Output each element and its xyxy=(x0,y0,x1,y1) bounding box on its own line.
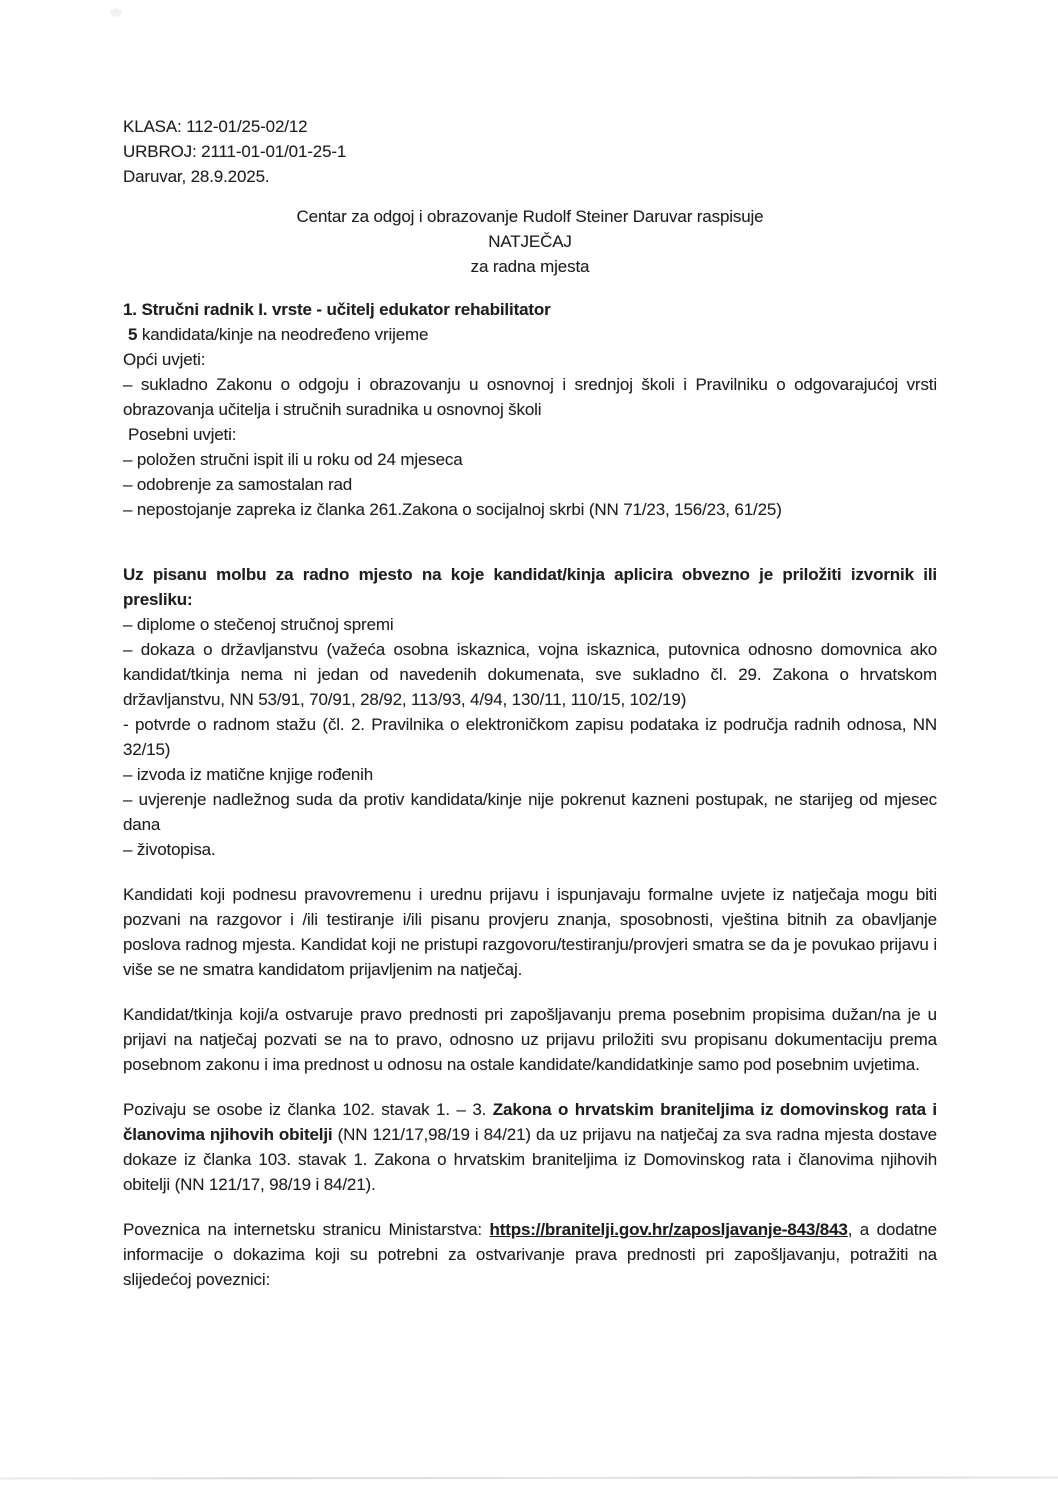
title-organization-line: Centar za odgoj i obrazovanje Rudolf Steiner Daruvar raspisuje xyxy=(296,207,764,226)
attachment-item: – dokaza o državljanstvu (važeća osobna iskaznica, vojna iskaznica, putovnica odnosno domovnica ako kandidat/tkinja nema ni jedan od navedenih dokumenata, sve sukladno čl. 29. Zakona o hrvatskom državljanstvu, NN 53/91, 70/91, 28/92, 113/93, 4/94, 130/11, 110/15, 102/19) xyxy=(123,640,937,709)
position-count-line xyxy=(123,322,937,347)
scan-artifact-line xyxy=(0,1476,1058,1479)
veterans-text-pre: Pozivaju se osobe iz članka 102. stavak 1. – 3. xyxy=(123,1100,493,1119)
special-conditions-label: Posebni uvjeti: xyxy=(128,425,237,444)
title-natjecaj-line: NATJEČAJ xyxy=(488,232,572,251)
attachment-item: - potvrde o radnom stažu (čl. 2. Pravilnika o elektroničkom zapisu podataka iz područja radnih odnosa, NN 32/15) xyxy=(123,715,937,759)
position-section xyxy=(123,297,937,522)
document-header xyxy=(123,114,937,189)
scan-smudge xyxy=(110,8,122,17)
ministry-link[interactable]: https://branitelji.gov.hr/zaposljavanje-843/843 xyxy=(489,1220,848,1239)
special-condition-item: – položen stručni ispit ili u roku od 24 mjeseca xyxy=(123,450,463,469)
veterans-paragraph xyxy=(123,1097,937,1197)
attachments-heading: Uz pisanu molbu za radno mjesto na koje kandidat/kinja aplicira obvezno je priložiti izvornik ili presliku: xyxy=(123,565,937,609)
general-condition-item: – sukladno Zakonu o odgoju i obrazovanju u osnovnoj i srednjoj školi i Pravilniku o odgovarajućoj vrsti obrazovanja učitelja i stručnih suradnika u osnovnoj školi xyxy=(123,375,937,419)
document-title xyxy=(123,204,937,279)
special-condition-item: – nepostojanje zapreka iz članka 261.Zakona o socijalnoj skrbi (NN 71/23, 156/23, 61/25) xyxy=(123,500,782,519)
position-count-number: 5 xyxy=(128,325,138,344)
klasa-line: KLASA: 112-01/25-02/12 xyxy=(123,117,308,136)
urbroj-line: URBROJ: 2111-01-01/01-25-1 xyxy=(123,142,347,161)
attachment-item: – izvoda iz matične knjige rođenih xyxy=(123,765,374,784)
position-count-text: kandidata/kinje na neodređeno vrijeme xyxy=(137,325,429,344)
title-subject-line: za radna mjesta xyxy=(470,257,590,276)
attachment-item: – životopisa. xyxy=(123,840,216,859)
selection-paragraph: Kandidati koji podnesu pravovremenu i urednu prijavu i ispunjavaju formalne uvjete iz natječaja mogu biti pozvani na razgovor i /ili testiranje i/ili pisanu provjeru znanja, sposobnosti, vještina bitnih za obavljanje poslova radnog mjesta. Kandidat koji ne pristupi razgovoru/testiranju/provjeri smatra se da je povukao prijavu i više se ne smatra kandidatom prijavljenim na natječaj. xyxy=(123,885,937,979)
link-text-pre: Poveznica na internetsku stranicu Ministarstva: xyxy=(123,1220,490,1239)
attachment-item: – uvjerenje nadležnog suda da protiv kandidata/kinje nije pokrenut kazneni postupak, ne starijeg od mjesec dana xyxy=(123,790,937,834)
link-text-post: , a dodatne informacije o dokazima koji su potrebni za ostvarivanje prava prednosti pri zapošljavanju, potražiti na slijedećoj poveznici: xyxy=(123,1220,937,1289)
veterans-text-post: (NN 121/17,98/19 i 84/21) da uz prijavu na natječaj za sva radna mjesta dostave dokaze iz članka 103. stavak 1. Zakona o hrvatskim braniteljima iz Domovinskog rata i članovima njihovih obitelji (NN 121/17, 98/19 i 84/21). xyxy=(123,1125,937,1194)
position-heading: 1. Stručni radnik I. vrste - učitelj edukator rehabilitator xyxy=(123,300,551,319)
special-condition-item: – odobrenje za samostalan rad xyxy=(123,475,353,494)
priority-paragraph: Kandidat/tkinja koji/a ostvaruje pravo prednosti pri zapošljavanju prema posebnim propisima dužan/na je u prijavi na natječaj pozvati se na to pravo, odnosno uz prijavu priložiti svu propisanu dokumentaciju prema posebnom zakonu i ima prednost u odnosu na ostale kandidate/kandidatkinje samo pod posebnim uvjetima. xyxy=(123,1005,937,1074)
attachments-section xyxy=(123,562,937,862)
veterans-law-title: Zakona o hrvatskim braniteljima iz domovinskog rata i članovima njihovih obitelji xyxy=(123,1100,938,1144)
place-date-line: Daruvar, 28.9.2025. xyxy=(123,167,270,186)
ministry-link-paragraph xyxy=(123,1217,937,1292)
attachment-item: – diplome o stečenoj stručnoj spremi xyxy=(123,615,394,634)
general-conditions-label: Opći uvjeti: xyxy=(123,350,206,369)
